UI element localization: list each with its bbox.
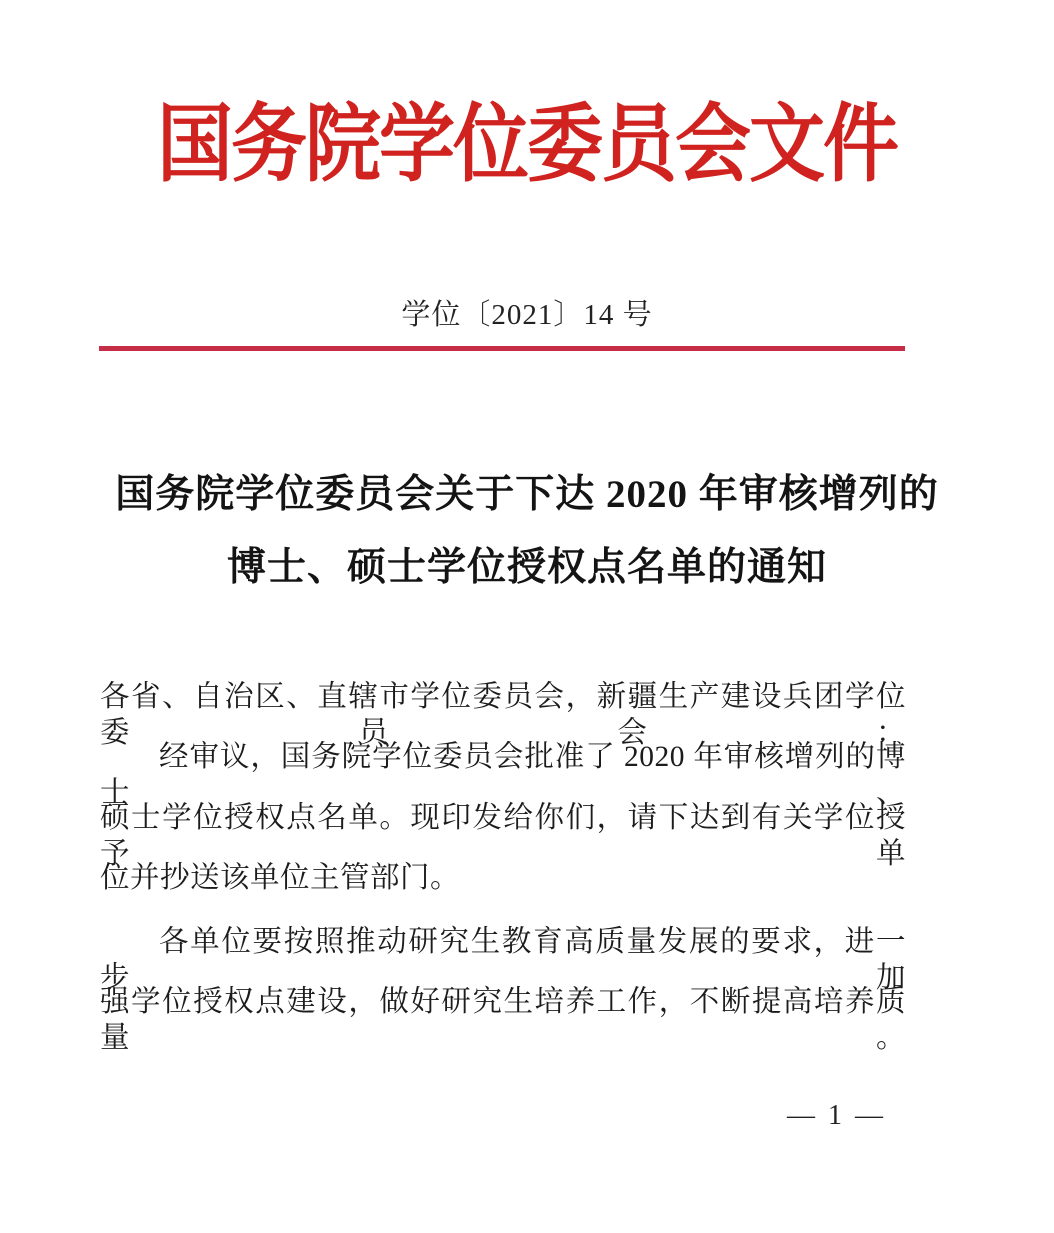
body-line-salutation: 各省、自治区、直辖市学位委员会，新疆生产建设兵团学位委员会：	[100, 681, 906, 749]
body-line: 硕士学位授权点名单。现印发给你们，请下达到有关学位授予单	[100, 802, 906, 870]
body-line: 强学位授权点建设，做好研究生培养工作，不断提高培养质量。	[100, 986, 906, 1054]
document-title-line-1: 国务院学位委员会关于下达 2020 年审核增列的	[115, 473, 939, 516]
body-line: 经审议，国务院学位委员会批准了 2020 年审核增列的博士、	[100, 741, 906, 809]
body-line: 各单位要按照推动研究生教育高质量发展的要求，进一步加	[100, 926, 906, 994]
document-title	[0, 458, 1054, 604]
page-number: — 1 —	[787, 1100, 886, 1131]
document-number: 学位〔2021〕14 号	[401, 299, 653, 331]
body-line: 位并抄送该单位主管部门。	[100, 862, 461, 894]
document-title-line-2: 博士、硕士学位授权点名单的通知	[226, 546, 827, 589]
document-header-title: 国务院学位委员会文件	[157, 98, 897, 193]
red-separator-line	[99, 346, 905, 351]
